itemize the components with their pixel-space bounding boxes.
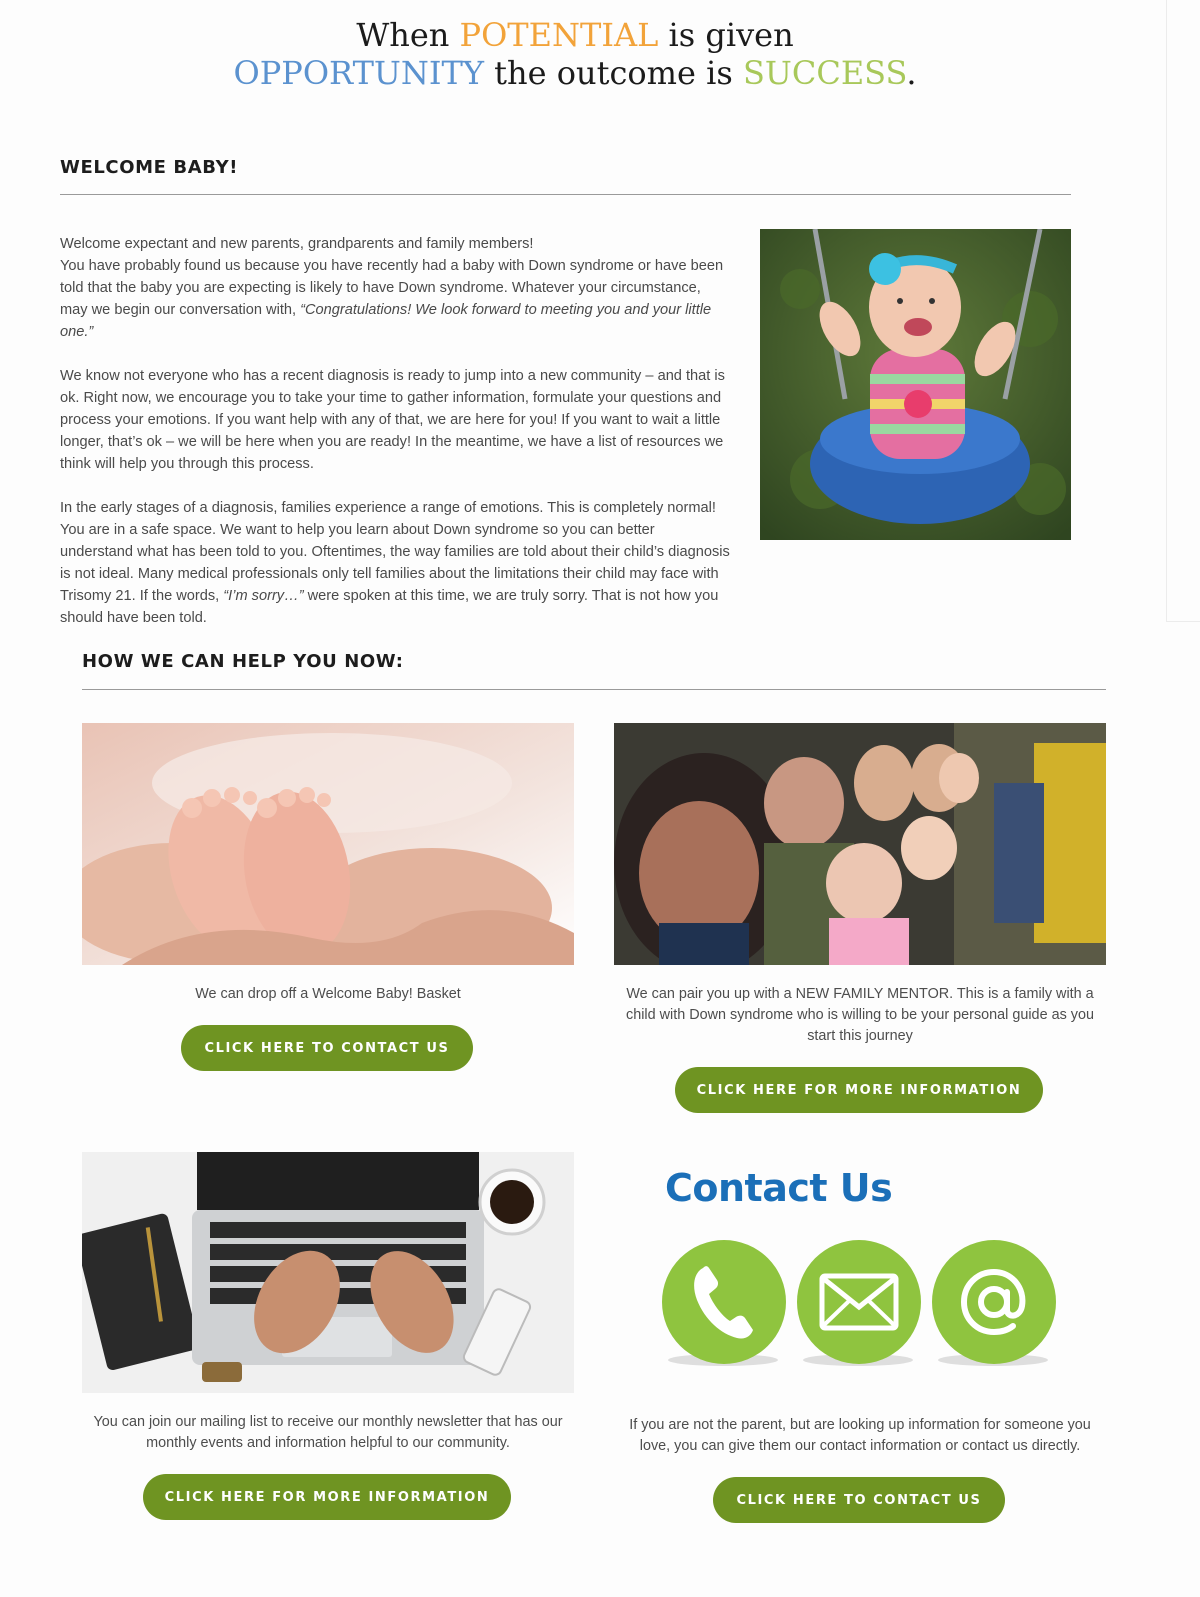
welcome-heading: WELCOME BABY!: [60, 157, 239, 178]
tagline-opportunity: OPPORTUNITY: [233, 54, 484, 92]
welcome-p3-text-end: were spoken at this time, we are truly sorry. That is not how you should have been told.: [60, 588, 719, 626]
welcome-paragraph-2: We know not everyone who has a recent diagnosis is ready to jump into a new community – and that is ok. Right now, we encourage you to take your time to gather information, formulate your questions and process your emotions. If you want help with any of that, we are here for you! If you want to wait a little longer, that’s ok – we will be here when you are ready! In the meantime, we have a list of resources we think will help you through this process.: [60, 368, 725, 472]
envelope-icon[interactable]: [797, 1240, 921, 1364]
tagline-text: When: [356, 16, 460, 54]
tagline-text: the outcome is: [484, 54, 743, 92]
tagline-period: .: [906, 54, 917, 92]
welcome-divider: [60, 194, 1071, 195]
laptop-typing-photo: [82, 1152, 574, 1393]
welcome-paragraph-1: [60, 233, 730, 343]
phone-icon[interactable]: [662, 1240, 786, 1364]
contact-us-button-bottom[interactable]: CLICK HERE TO CONTACT US: [713, 1477, 1005, 1523]
page-edge-divider-foot: [1166, 621, 1200, 622]
welcome-intro: You have probably found us because you have recently had a baby with Down syndrome or have been told that the baby you are expecting is likely to have Down syndrome. Whatever your circumstance, may we begin our conversation with,: [60, 258, 724, 318]
mailing-list-caption: You can join our mailing list to receive our monthly newsletter that has our monthly events and information helpful to our community.: [93, 1414, 563, 1451]
help-heading: HOW WE CAN HELP YOU NOW:: [82, 651, 404, 672]
contact-caption: If you are not the parent, but are looking up information for someone you love, you can give them our contact information or contact us directly.: [629, 1417, 1091, 1454]
tagline-line-1: [0, 16, 1150, 54]
welcome-greeting: Welcome expectant and new parents, grandparents and family members!: [60, 236, 534, 252]
welcome-p3-quote: “I’m sorry…”: [223, 588, 304, 604]
at-sign-icon[interactable]: [932, 1240, 1056, 1364]
tagline-success: SUCCESS: [742, 54, 907, 92]
tagline-line-2: [0, 54, 1150, 92]
mentor-more-info-button[interactable]: CLICK HERE FOR MORE INFORMATION: [675, 1067, 1043, 1113]
tagline-text: is given: [658, 16, 794, 54]
help-divider: [82, 689, 1106, 690]
family-mentor-caption: We can pair you up with a NEW FAMILY MENTOR. This is a family with a child with Down syndrome who is willing to be your personal guide as you start this journey: [626, 986, 1094, 1044]
contact-us-title: Contact Us: [665, 1166, 893, 1210]
page-edge-divider: [1166, 0, 1167, 622]
newsletter-more-info-button[interactable]: CLICK HERE FOR MORE INFORMATION: [143, 1474, 511, 1520]
baby-in-swing-photo: [760, 229, 1071, 540]
welcome-quote: “Congratulations! We look forward to meeting you and your little one.”: [60, 302, 712, 340]
welcome-p3-text: In the early stages of a diagnosis, families experience a range of emotions. This is completely normal! You are in a safe space. We want to help you learn about Down syndrome so you can better understand what has been told to you. Oftentimes, the way families are told about their child’s diagnosis is not ideal. Many medical professionals only tell families about the limitations their child may face with Trisomy 21. If the words,: [60, 500, 730, 604]
tagline-potential: POTENTIAL: [459, 16, 659, 54]
family-group-selfie-photo: [614, 723, 1106, 965]
welcome-paragraph-3: [60, 497, 730, 629]
welcome-basket-caption: We can drop off a Welcome Baby! Basket: [195, 986, 461, 1002]
baby-feet-photo: [82, 723, 574, 965]
welcome-body: [60, 233, 730, 651]
contact-us-button[interactable]: CLICK HERE TO CONTACT US: [181, 1025, 473, 1071]
